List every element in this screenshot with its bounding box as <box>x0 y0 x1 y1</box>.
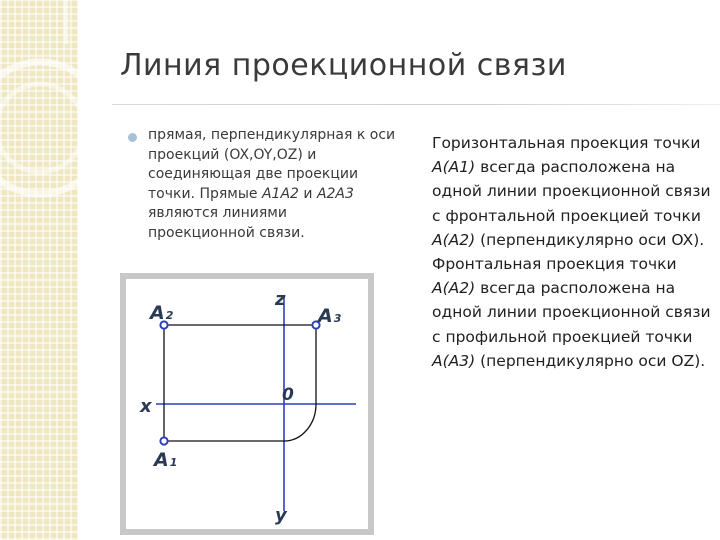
label-a2: A2 <box>150 302 174 324</box>
projection-diagram <box>120 273 374 535</box>
label-origin: 0 <box>282 385 294 405</box>
title-divider <box>112 104 720 105</box>
bullet-marker <box>128 133 137 142</box>
decorative-strip <box>0 0 78 540</box>
description-text: Горизонтальная проекция точки A(A1) всегда расположена на одной линии проекционной связи с фронтальной проекцией точки A(A2) (перпендикулярно оси OX). Фронтальная проекция точки A(A2) всегда расположена на одной линии проекционной связи с профильной проекцией точки A(A3) (перпендикулярно оси OZ). <box>432 134 711 370</box>
page-title: Линия проекционной связи <box>120 48 567 83</box>
label-a1: A1 <box>154 449 178 471</box>
bullet-definition: прямая, перпендикулярная к оси проекций (OX,OY,OZ) и соединяющая две проекции точки. Прямые A1A2 и A2A3 являются линиями проекционной связи. <box>148 127 396 241</box>
decorative-circles <box>0 0 78 540</box>
label-z: z <box>275 289 286 310</box>
point-a1 <box>160 437 167 444</box>
label-y: y <box>275 505 287 526</box>
label-x: x <box>140 396 152 417</box>
label-a3: A3 <box>318 305 342 327</box>
